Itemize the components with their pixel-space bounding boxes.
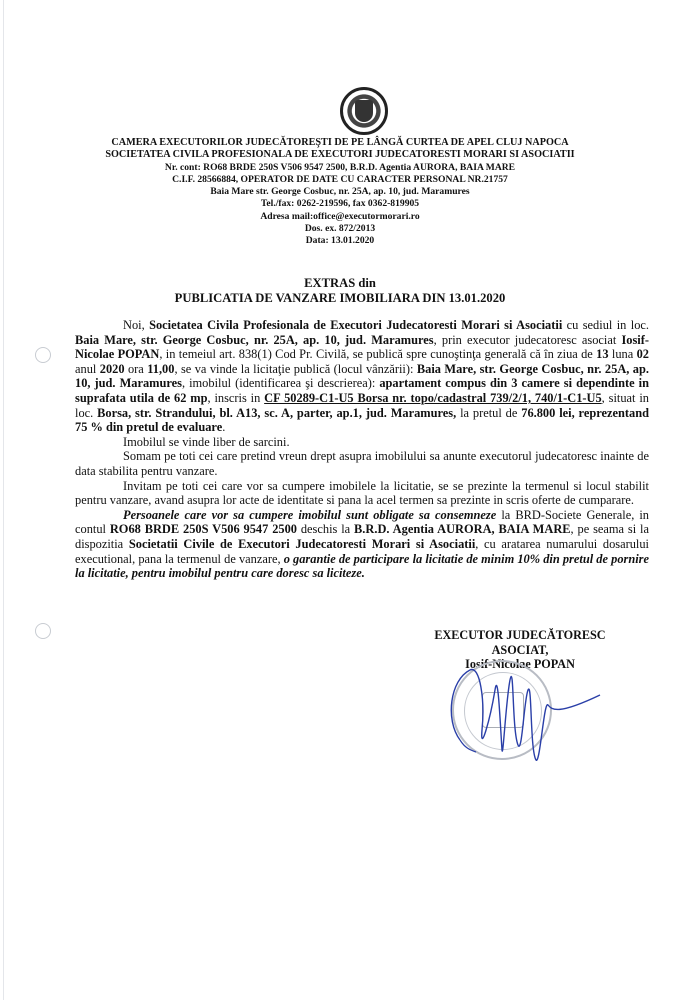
document-title — [0, 276, 680, 306]
text: , se va vinde la licitaţie publică (locul vânzării): — [174, 361, 417, 376]
guarantee-requirement: o garantie de participare la licitatie de minim 10% din pretul de pornire la licitatie, pentru imobilul pentru care doresc sa liciteze. — [75, 551, 649, 581]
letterhead-line: C.I.F. 28566884, OPERATOR DE DATE CU CARACTER PERSONAL NR.21757 — [172, 173, 508, 185]
text: deschis la — [296, 522, 355, 537]
title-line: EXTRAS din — [304, 276, 376, 290]
text: , situat in loc. — [75, 390, 649, 420]
bank-branch: B.R.D. Agentia AURORA, BAIA MARE — [354, 522, 571, 537]
text: la pretul de — [456, 405, 522, 420]
office-address: Baia Mare, str. George Cosbuc, nr. 25A, ap. 10, jud. Maramures — [75, 332, 434, 347]
text: la BRD-Societe Generale, in contul — [75, 507, 649, 537]
text: , inscris in — [207, 390, 265, 405]
text: . — [222, 420, 226, 435]
paragraph-invitation: Invitam pe toti cei care vor sa cumpere imobilele la licitatie, se se prezinte la termenul si locul stabilit pentru vanzare, avand asupra lor acte de identitate si pana la acel termen sa prezinte in scris oferte de cumparare. — [75, 478, 649, 508]
paragraph-free-of-charges: Imobilul se vinde liber de sarcini. — [123, 434, 290, 449]
beneficiary: Societatii Civile de Executori Judecatoresti Morari si Asociatii — [128, 536, 476, 551]
punch-hole-icon — [35, 347, 51, 363]
paragraph-summons: Somam pe toti cei care pretind vreun drept asupra imobilului sa anunte executorul judecatoresc inainte de data stabilita pentru vanzare. — [75, 449, 649, 478]
bank-account: RO68 BRDE 250S V506 9547 2500 — [109, 522, 297, 537]
sale-day: 13 — [596, 347, 609, 362]
coat-of-arms-seal-icon — [340, 87, 388, 135]
title-line: PUBLICATIA DE VANZARE IMOBILIARA DIN 13.01.2020 — [174, 291, 506, 305]
paragraph-deposit — [75, 508, 649, 581]
property-address: Borsa, str. Strandului, bl. A13, sc. A, parter, ap.1, jud. Maramures, — [97, 405, 457, 420]
letterhead — [0, 137, 680, 248]
text: luna — [608, 347, 637, 362]
letterhead-line: SOCIETATEA CIVILA PROFESIONALA DE EXECUTORI JUDECATORESTI MORARI SI ASOCIATII — [105, 149, 575, 161]
text: , cu aratarea numarului dosarului executional, pana la termenul de vanzare, — [75, 536, 649, 566]
text: ora — [124, 361, 148, 376]
text: , pe seama si la dispozitia — [75, 522, 649, 551]
land-registry-reference: CF 50289-C1-U5 Borsa nr. topo/cadastral 739/2/1, 740/1-C1-U5 — [264, 390, 602, 405]
deposit-obligation: Persoanele care vor sa cumpere imobilul sunt obligate sa consemneze — [123, 507, 497, 522]
text: Noi, — [123, 318, 150, 332]
text: , in temeiul art. 838(1) Cod Pr. Civilă, se publică spre cunoştinţa generală că în ziua de — [159, 347, 597, 362]
punch-hole-icon — [35, 623, 51, 639]
sale-year: 2020 — [99, 361, 125, 376]
text: , prin executor judecatoresc asociat — [433, 332, 622, 347]
document-date: Data: 13.01.2020 — [305, 235, 375, 247]
sale-price: 76.800 lei, reprezentand 75 % din pretul de evaluare — [75, 405, 649, 435]
text: , imobilul (identificarea şi descrierea): — [181, 376, 380, 391]
letterhead-line: Nr. cont: RO68 BRDE 250S V506 9547 2500, B.R.D. Agentia AURORA, BAIA MARE — [164, 161, 516, 173]
signatory-name: Iosif-Nicolae POPAN — [465, 657, 575, 671]
paragraph-sale-notice — [75, 318, 649, 435]
case-number: Dos. ex. 872/2013 — [304, 223, 376, 235]
text: cu sediul in loc. — [562, 318, 649, 332]
sale-location: Baia Mare, str. George Cosbuc, nr. 25A, ap. 10, jud. Maramures — [75, 361, 649, 391]
company-name: Societatea Civila Profesionala de Executori Judecatoresti Morari si Asociatii — [149, 318, 563, 332]
property-description: apartament compus din 3 camere si dependinte in suprafata utila de 62 mp — [75, 376, 649, 405]
text: anul — [75, 361, 100, 376]
letterhead-line: Baia Mare str. George Cosbuc, nr. 25A, ap. 10, jud. Maramures — [210, 186, 470, 198]
sale-month: 02 — [636, 347, 649, 362]
sale-hour: 11,00 — [147, 361, 175, 376]
letterhead-line: CAMERA EXECUTORILOR JUDECĂTOREŞTI DE PE LÂNGĂ CURTEA DE APEL CLUJ NAPOCA — [111, 137, 569, 148]
letterhead-email: Adresa mail:office@executormorari.ro — [260, 210, 420, 222]
signatory-role: EXECUTOR JUDECĂTORESC ASOCIAT, — [434, 628, 606, 657]
document-body — [75, 318, 649, 581]
handwritten-signature-icon — [440, 660, 610, 770]
executor-name: Iosif-Nicolae POPAN — [75, 332, 649, 362]
letterhead-line: Tel./fax: 0262-219596, fax 0362-819905 — [260, 198, 420, 210]
